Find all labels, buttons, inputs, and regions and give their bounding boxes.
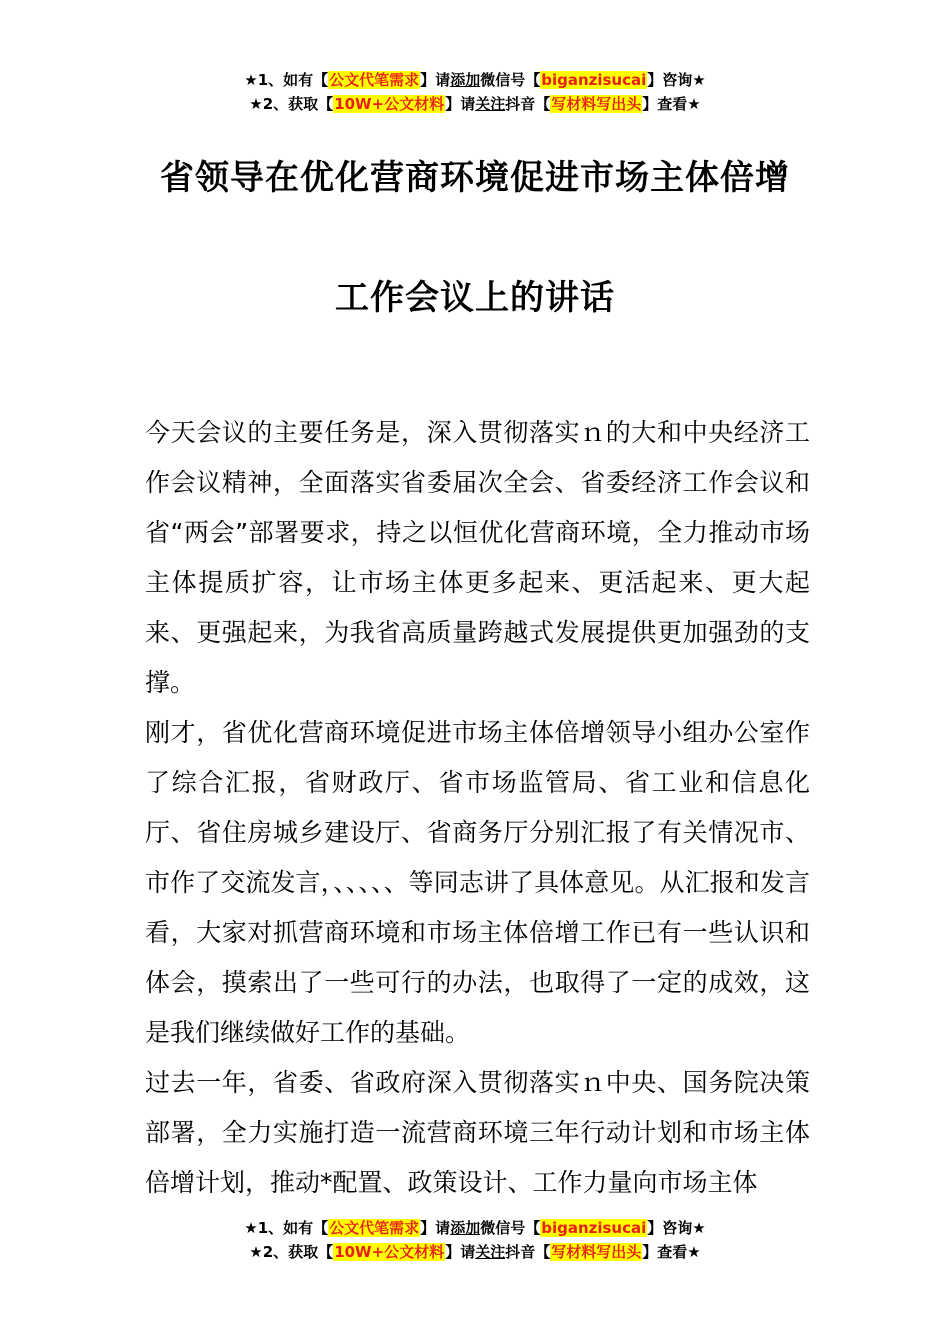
promo-wechat-id: biganzisucai — [541, 1219, 647, 1237]
promo-douyin-id: 写材料写出头 — [551, 1243, 642, 1261]
promo-highlight: 公文代笔需求 — [329, 1219, 420, 1237]
promo-emphasis: 添加 — [450, 1219, 481, 1237]
promo-text: 抖音【 — [505, 95, 551, 113]
promo-text: ★2、获取【 — [249, 95, 334, 113]
promo-text: 】请 — [445, 1243, 476, 1261]
promo-text: 抖音【 — [505, 1243, 551, 1261]
body-paragraph: 今天会议的主要任务是，深入贯彻落实ｎ的大和中央经济工作会议精神，全面落实省委届次全会、省委经济工作会议和省“两会”部署要求，持之以恒优化营商环境，全力推动市场主体提质扩容，让市场主体更多起来、更活起来、更大起来、更强起来，为我省高质量跨越式发展提供更加强劲的支撑。 — [145, 418, 810, 697]
promo-text: ★2、获取【 — [249, 1243, 334, 1261]
promo-line-1 — [0, 68, 950, 92]
body-paragraph: 过去一年，省委、省政府深入贯彻落实ｎ中央、国务院决策部署，全力实施打造一流营商环境三年行动计划和市场主体倍增计划，推动*配置、政策设计、工作力量向市场主体 — [145, 1068, 810, 1197]
promo-text: ★1、如有【 — [244, 71, 329, 89]
promo-text: 】咨询★ — [647, 1219, 706, 1237]
promo-highlight: 10W+公文材料 — [334, 1243, 445, 1261]
promo-text: 微信号【 — [480, 71, 541, 89]
promo-emphasis: 关注 — [475, 1243, 506, 1261]
document-title-line-1: 省领导在优化营商环境促进市场主体倍增 — [160, 158, 790, 198]
document-title-line-2: 工作会议上的讲话 — [335, 278, 615, 318]
promo-text: 】查看★ — [642, 95, 701, 113]
promo-line-2 — [0, 92, 950, 116]
promo-text: 】请 — [445, 95, 476, 113]
promo-text: 】请 — [420, 1219, 451, 1237]
promo-highlight: 10W+公文材料 — [334, 95, 445, 113]
promo-text: ★1、如有【 — [244, 1219, 329, 1237]
promo-text: 微信号【 — [480, 1219, 541, 1237]
promo-text: 】查看★ — [642, 1243, 701, 1261]
promo-wechat-id: biganzisucai — [541, 71, 647, 89]
header-promo-banner — [0, 68, 950, 116]
promo-emphasis: 关注 — [475, 95, 506, 113]
promo-highlight: 公文代笔需求 — [329, 71, 420, 89]
footer-promo-banner — [0, 1216, 950, 1264]
promo-emphasis: 添加 — [450, 71, 481, 89]
promo-line-1 — [0, 1216, 950, 1240]
document-body — [145, 408, 810, 1208]
promo-text: 】咨询★ — [647, 71, 706, 89]
promo-douyin-id: 写材料写出头 — [551, 95, 642, 113]
promo-line-2 — [0, 1240, 950, 1264]
body-paragraph: 刚才，省优化营商环境促进市场主体倍增领导小组办公室作了综合汇报，省财政厅、省市场监管局、省工业和信息化厅、省住房城乡建设厅、省商务厅分别汇报了有关情况市、市作了交流发言，、、、、、等同志讲了具体意见。从汇报和发言看，大家对抓营商环境和市场主体倍增工作已有一些认识和体会，摸索出了一些可行的办法，也取得了一定的成效，这是我们继续做好工作的基础。 — [145, 718, 810, 1047]
promo-text: 】请 — [420, 71, 451, 89]
